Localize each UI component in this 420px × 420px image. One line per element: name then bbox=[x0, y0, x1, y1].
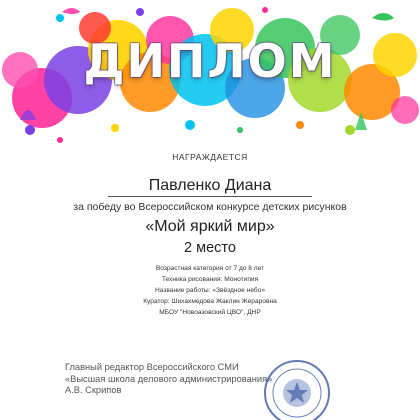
recipient-name: Павленко Диана bbox=[148, 177, 272, 194]
age-category: Возрастная категория от 7 до 8 лет bbox=[155, 265, 265, 272]
work-title: Название работы: «Звёздное небо» bbox=[154, 287, 266, 294]
curator-name: Куратор: Шихахмедова Жаклин Жераровна bbox=[143, 298, 277, 305]
signature-line-2: «Высшая школа делового администрирования» bbox=[65, 373, 273, 384]
official-stamp-icon bbox=[262, 358, 332, 420]
signature-line-3: А.В. Скрипов bbox=[65, 385, 122, 395]
award-place: 2 место bbox=[184, 240, 236, 256]
signature-block bbox=[65, 362, 385, 397]
diploma-title: ДИПЛОМ bbox=[83, 34, 337, 88]
awarded-label: НАГРАЖДАЕТСЯ bbox=[172, 152, 248, 162]
bird-icon bbox=[62, 8, 80, 14]
school-name: МБОУ "Новоазовский ЦВО", ДНР bbox=[159, 309, 261, 316]
bird-icon bbox=[372, 13, 394, 21]
work-details bbox=[0, 263, 420, 318]
award-reason: за победу во Всероссийском конкурсе детских рисунков bbox=[73, 201, 347, 213]
drawing-technique: Техника рисования: Монотипия bbox=[161, 276, 259, 283]
recipient-underline bbox=[108, 196, 312, 197]
contest-name: «Мой яркий мир» bbox=[145, 218, 275, 235]
signature-line-1: Главный редактор Всероссийского СМИ bbox=[65, 362, 239, 372]
